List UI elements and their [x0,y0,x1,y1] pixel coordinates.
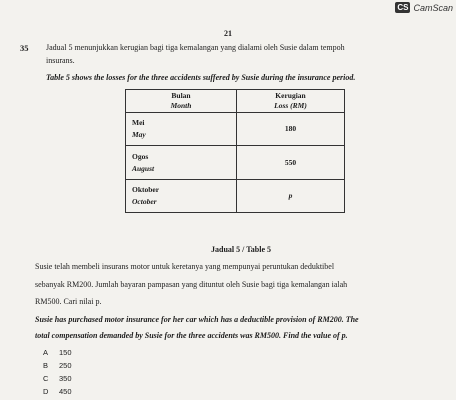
month-header [126,90,237,113]
month-cell [126,146,237,180]
option-letter: B [43,361,49,370]
month-english: May [132,130,146,139]
question-number: 35 [20,43,29,53]
option-letter: A [43,348,49,357]
question-malay-intro-line1: Jadual 5 menunjukkan kerugian bagi tiga kemalangan yang dialami oleh Susie dalam tempoh [46,43,345,52]
question-malay-line1: Susie telah membeli insurans motor untuk keretanya yang mempunyai peruntukan deduktibel [35,262,335,271]
table-row [126,113,345,146]
loss-cell: p [237,180,345,213]
loss-table [125,89,345,213]
month-malay: Oktober [132,185,160,194]
option-value: 450 [59,387,72,396]
month-malay: Ogos [132,151,149,161]
month-header-english: Month [170,101,192,110]
table-row [126,180,345,213]
option-value: 150 [59,348,72,357]
option-value: 250 [59,361,72,370]
loss-cell: 550 [237,146,345,180]
option-d [43,387,72,396]
camscanner-logo: CS [397,3,409,12]
loss-header-malay: Kerugian [275,91,306,100]
camscanner-text: CamScan [413,2,453,13]
table-row [126,146,345,180]
loss-cell: 180 [237,113,345,146]
month-malay: Mei [132,118,145,127]
option-letter: D [43,387,49,396]
question-english-line1: Susie has purchased motor insurance for her car which has a deductible provision of RM200. The [35,315,359,324]
table-header-row [126,90,345,113]
loss-header-english: Loss (RM) [274,101,307,110]
table-caption: Jadual 5 / Table 5 [211,245,272,254]
question-english-line2: total compensation demanded by Susie for the three accidents was RM500. Find the value of p. [35,331,348,340]
loss-header [237,90,345,113]
option-value: 350 [59,374,72,383]
question-english-intro: Table 5 shows the losses for the three accidents suffered by Susie during the insurance period. [46,73,356,82]
month-english: October [132,197,157,206]
option-b [43,361,72,370]
option-c [43,374,72,383]
month-cell [126,113,237,146]
page-number: 21 [224,29,232,38]
option-a [43,348,72,357]
month-header-malay: Bulan [171,91,191,100]
question-malay-line2: sebanyak RM200. Jumlah bayaran pampasan yang dituntut oleh Susie bagi tiga kemalangan ialah [35,280,348,289]
question-malay-intro-line2: insurans. [46,56,75,65]
month-english: August [132,163,155,173]
month-cell [126,180,237,213]
camscanner-watermark [395,2,453,13]
option-letter: C [43,374,49,383]
question-malay-line3: RM500. Cari nilai p. [35,297,102,306]
